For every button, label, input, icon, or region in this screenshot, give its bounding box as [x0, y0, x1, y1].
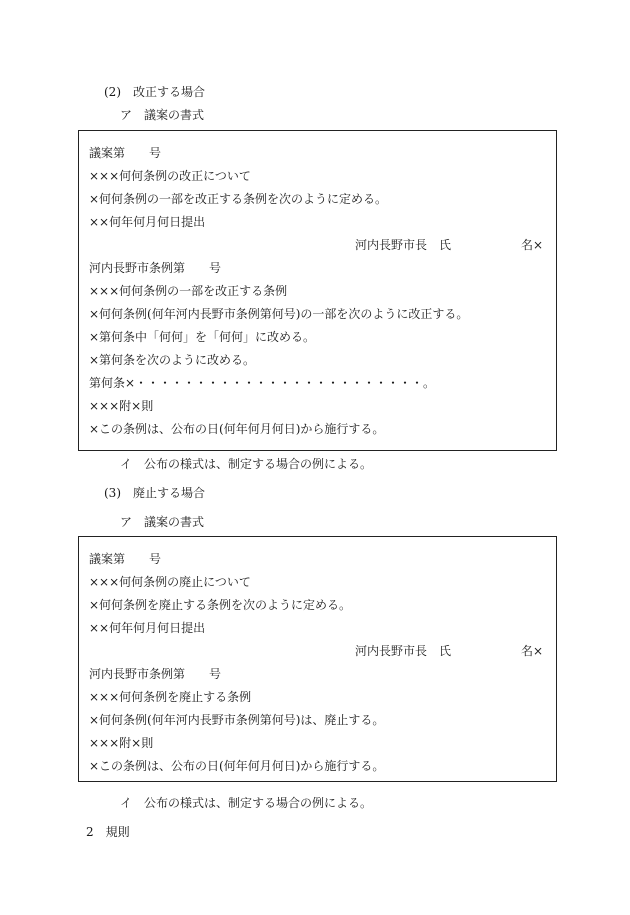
box2-line-3: ××何年何月何日提出 [89, 621, 206, 635]
box1-line-0: 議案第 号 [89, 146, 162, 160]
subheading-bill-format-2: ア 議案の書式 [120, 515, 205, 529]
note-promulgation-2: イ 公布の様式は、制定する場合の例による。 [120, 796, 373, 810]
box2-line2-3: ×××附×則 [89, 736, 154, 750]
box1-line-3: ××何年何月何日提出 [89, 215, 206, 229]
box2-line2-1: ×××何何条例を廃止する条例 [89, 690, 252, 704]
box1-line2-3: ×第何条中「何何」を「何何」に改める。 [89, 330, 316, 344]
box2-line-1: ×××何何条例の廃止について [89, 575, 251, 589]
subheading-bill-format-1: ア 議案の書式 [120, 108, 205, 122]
note-promulgation-1: イ 公布の様式は、制定する場合の例による。 [120, 457, 373, 471]
box2-sign-name: 名× [521, 644, 544, 658]
box1-sign-name: 名× [521, 238, 544, 252]
box2-line-0: 議案第 号 [89, 552, 162, 566]
section-heading-repeal: (3) 廃止する場合 [104, 486, 205, 500]
box1-line2-6: ×××附×則 [89, 399, 154, 413]
box1-line2-7: ×この条例は、公布の日(何年何月何日)から施行する。 [89, 422, 385, 436]
box1-sign-mayor: 河内長野市長 氏 [355, 238, 452, 252]
format-box-repeal [78, 536, 557, 782]
section-heading-rules: 2 規則 [86, 825, 130, 839]
box1-line2-2: ×何何条例(何年河内長野市条例第何号)の一部を次のように改正する。 [89, 307, 469, 321]
box1-line2-5: 第何条×・・・・・・・・・・・・・・・・・・・・・・・・。 [89, 376, 436, 390]
box1-line2-1: ×××何何条例の一部を改正する条例 [89, 284, 288, 298]
box2-line-2: ×何何条例を廃止する条例を次のように定める。 [89, 598, 352, 612]
box1-line-2: ×何何条例の一部を改正する条例を次のように定める。 [89, 192, 388, 206]
format-box-amend [78, 130, 557, 451]
box2-line2-2: ×何何条例(何年河内長野市条例第何号)は、廃止する。 [89, 713, 385, 727]
box1-line2-4: ×第何条を次のように改める。 [89, 353, 256, 367]
box2-line2-0: 河内長野市条例第 号 [89, 667, 222, 681]
box2-sign-mayor: 河内長野市長 氏 [355, 644, 452, 658]
section-heading-amend: (2) 改正する場合 [104, 85, 205, 99]
box1-line2-0: 河内長野市条例第 号 [89, 261, 222, 275]
box2-line2-4: ×この条例は、公布の日(何年何月何日)から施行する。 [89, 759, 385, 773]
box1-line-1: ×××何何条例の改正について [89, 169, 251, 183]
